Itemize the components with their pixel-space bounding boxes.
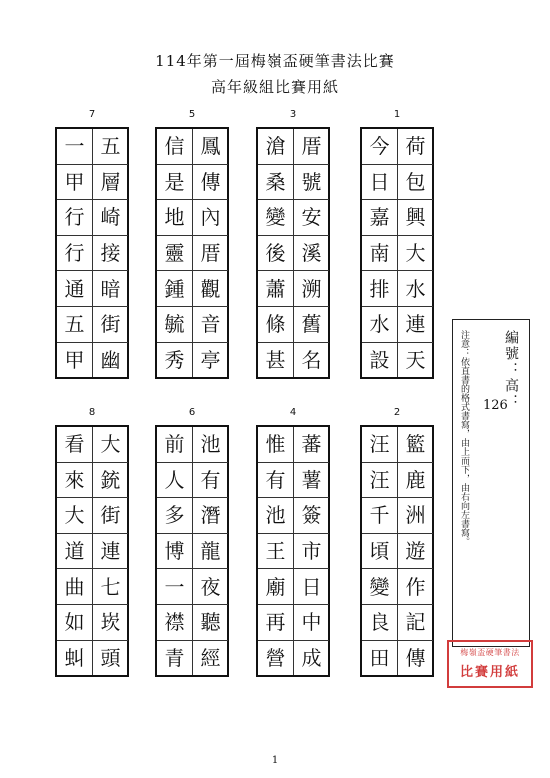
grid-cell: 水 [398,271,434,307]
grid-cell: 溯 [294,271,330,307]
grid-row [362,498,433,534]
grid-row [157,129,228,164]
grid-row [362,640,433,675]
grid-cell: 傳 [398,640,434,675]
grid-8 [55,407,129,677]
grid-cell: 大 [398,235,434,271]
grid-row [157,604,228,640]
grid-cell: 連 [93,533,129,569]
grid-cell: 甲 [57,342,93,377]
grid-cell: 包 [398,164,434,200]
grid-cell: 甚 [258,342,294,377]
grid-cell: 汪 [362,462,398,498]
grid-cell: 道 [57,533,93,569]
grid-cell: 街 [93,498,129,534]
grid-cell: 潛 [193,498,229,534]
grid-cell: 層 [93,164,129,200]
grid-4 [256,407,330,677]
grid-row [362,462,433,498]
grid-cell: 大 [57,498,93,534]
character-grid [157,129,228,377]
grid-cell: 天 [398,342,434,377]
grid-cell: 信 [157,129,193,164]
grid-row [57,342,128,377]
grid-row [157,342,228,377]
grid-cell: 觀 [193,271,229,307]
grid-cell: 音 [193,306,229,342]
grid-cell: 洲 [398,498,434,534]
grid-cell: 安 [294,200,330,236]
grid-row [57,569,128,605]
grid-row [258,640,329,675]
grid-cell: 日 [362,164,398,200]
grid-7 [55,109,129,379]
grid-cell: 池 [193,427,229,462]
grid-cell: 厝 [193,235,229,271]
stamp-line-1: 梅嶺盃硬筆書法 [460,648,520,657]
grid-row [57,498,128,534]
grid-cell: 今 [362,129,398,164]
grid-cell: 通 [57,271,93,307]
grid-cell: 鳳 [193,129,229,164]
grid-row [362,427,433,462]
grid-cell: 中 [294,604,330,640]
character-grid [157,427,228,675]
grid-row [362,342,433,377]
grid-cell: 興 [398,200,434,236]
grid-row [157,271,228,307]
grid-cell: 是 [157,164,193,200]
character-grid [57,427,128,675]
grid-row [258,235,329,271]
grid-row [157,306,228,342]
grid-cell: 荷 [398,129,434,164]
grid-cell: 日 [294,569,330,605]
grid-cell: 作 [398,569,434,605]
grid-cell: 曲 [57,569,93,605]
grid-cell: 蕭 [258,271,294,307]
grid-cell: 鹿 [398,462,434,498]
grid-number: 2 [393,407,401,418]
page-subtitle: 高年級組比賽用紙 [210,78,339,96]
grid-number: 3 [289,109,297,120]
grid-cell: 溪 [294,235,330,271]
id-number: 126 [483,398,508,413]
grid-cell: 薯 [294,462,330,498]
grid-cell: 田 [362,640,398,675]
grid-row [258,604,329,640]
grid-cell: 良 [362,604,398,640]
grid-cell: 有 [193,462,229,498]
grid-row [362,533,433,569]
grid-number: 4 [289,407,297,418]
grid-cell: 行 [57,200,93,236]
grid-cell: 地 [157,200,193,236]
grid-row [258,271,329,307]
stamp-line-2: 比賽用紙 [459,665,520,680]
grid-cell: 暗 [93,271,129,307]
character-grid [57,129,128,377]
grid-cell: 七 [93,569,129,605]
grid-row [258,498,329,534]
grid-row [157,533,228,569]
grid-cell: 內 [193,200,229,236]
grid-row [362,200,433,236]
grid-row [57,604,128,640]
grid-cell: 大 [93,427,129,462]
grid-cell: 記 [398,604,434,640]
grid-2 [360,407,434,677]
grid-cell: 水 [362,306,398,342]
grid-row [57,640,128,675]
grid-cell: 甲 [57,164,93,200]
grid-cell: 滄 [258,129,294,164]
grid-cell: 號 [294,164,330,200]
grid-cell: 汪 [362,427,398,462]
grid-row [157,640,228,675]
grid-row [57,271,128,307]
page-number: 1 [271,755,279,766]
grid-number: 8 [88,407,96,418]
grid-row [57,427,128,462]
grid-cell: 襟 [157,604,193,640]
grid-number: 1 [393,109,401,120]
grid-cell: 桑 [258,164,294,200]
grid-cell: 經 [193,640,229,675]
grid-cell: 舊 [294,306,330,342]
grid-cell: 遊 [398,533,434,569]
grid-row [258,462,329,498]
grid-cell: 鍾 [157,271,193,307]
grid-row [157,427,228,462]
character-grid [258,129,329,377]
grid-cell: 虯 [57,640,93,675]
grid-cell: 頃 [362,533,398,569]
grid-cell: 成 [294,640,330,675]
grid-cell: 連 [398,306,434,342]
grid-row [258,569,329,605]
grid-cell: 街 [93,306,129,342]
grid-cell: 變 [362,569,398,605]
grid-number: 6 [188,407,196,418]
grid-cell: 幽 [93,342,129,377]
grid-number: 5 [188,109,196,120]
writing-instruction: 注意：依直書的格式書寫，由上而下，由右向左書寫。 [459,330,469,546]
grid-cell: 秀 [157,342,193,377]
grid-cell: 嘉 [362,200,398,236]
grid-cell: 頭 [93,640,129,675]
grid-row [362,306,433,342]
grid-cell: 變 [258,200,294,236]
grid-row [57,164,128,200]
grid-cell: 五 [57,306,93,342]
id-box [452,319,530,647]
grid-cell: 多 [157,498,193,534]
grid-cell: 青 [157,640,193,675]
grid-cell: 毓 [157,306,193,342]
grid-cell: 傳 [193,164,229,200]
grid-row [258,200,329,236]
grid-cell: 營 [258,640,294,675]
contest-paper-stamp [447,640,533,688]
grid-cell: 靈 [157,235,193,271]
grid-3 [256,109,330,379]
grid-cell: 博 [157,533,193,569]
grid-cell: 蕃 [294,427,330,462]
grid-cell: 再 [258,604,294,640]
grid-row [57,235,128,271]
grid-cell: 名 [294,342,330,377]
page-title: 114年第一屆梅嶺盃硬筆書法比賽 [155,52,395,70]
grid-cell: 排 [362,271,398,307]
grid-cell: 王 [258,533,294,569]
grid-cell: 市 [294,533,330,569]
grid-row [57,462,128,498]
grid-5 [155,109,229,379]
grid-cell: 接 [93,235,129,271]
grid-row [57,306,128,342]
grid-cell: 銃 [93,462,129,498]
grid-cell: 亭 [193,342,229,377]
grid-cell: 崁 [93,604,129,640]
grid-cell: 一 [157,569,193,605]
grid-row [258,533,329,569]
grid-row [157,462,228,498]
grid-row [157,164,228,200]
grid-row [157,235,228,271]
grid-cell: 人 [157,462,193,498]
grid-cell: 厝 [294,129,330,164]
character-grid [362,427,433,675]
grid-row [258,342,329,377]
grid-row [362,129,433,164]
grid-cell: 簽 [294,498,330,534]
grid-number: 7 [88,109,96,120]
grid-row [57,129,128,164]
grid-cell: 行 [57,235,93,271]
grid-row [362,164,433,200]
grid-row [258,164,329,200]
grid-row [157,200,228,236]
grid-row [157,498,228,534]
grid-cell: 設 [362,342,398,377]
grid-row [362,271,433,307]
grid-cell: 池 [258,498,294,534]
grid-row [362,604,433,640]
grid-cell: 看 [57,427,93,462]
grid-cell: 條 [258,306,294,342]
character-grid [258,427,329,675]
grid-6 [155,407,229,677]
id-label: 編號：高： [503,330,519,410]
grid-row [258,427,329,462]
grid-cell: 前 [157,427,193,462]
grid-row [57,200,128,236]
grid-cell: 廟 [258,569,294,605]
grid-row [258,306,329,342]
grid-row [57,533,128,569]
grid-row [362,569,433,605]
grid-cell: 龍 [193,533,229,569]
grid-1 [360,109,434,379]
grid-cell: 來 [57,462,93,498]
grid-cell: 南 [362,235,398,271]
grid-cell: 崎 [93,200,129,236]
grid-cell: 聽 [193,604,229,640]
grid-cell: 夜 [193,569,229,605]
grid-cell: 後 [258,235,294,271]
grid-cell: 一 [57,129,93,164]
grid-row [258,129,329,164]
grid-cell: 惟 [258,427,294,462]
grid-cell: 有 [258,462,294,498]
grid-row [362,235,433,271]
grid-cell: 如 [57,604,93,640]
character-grid [362,129,433,377]
grid-cell: 籃 [398,427,434,462]
grid-cell: 千 [362,498,398,534]
grid-row [157,569,228,605]
grid-cell: 五 [93,129,129,164]
